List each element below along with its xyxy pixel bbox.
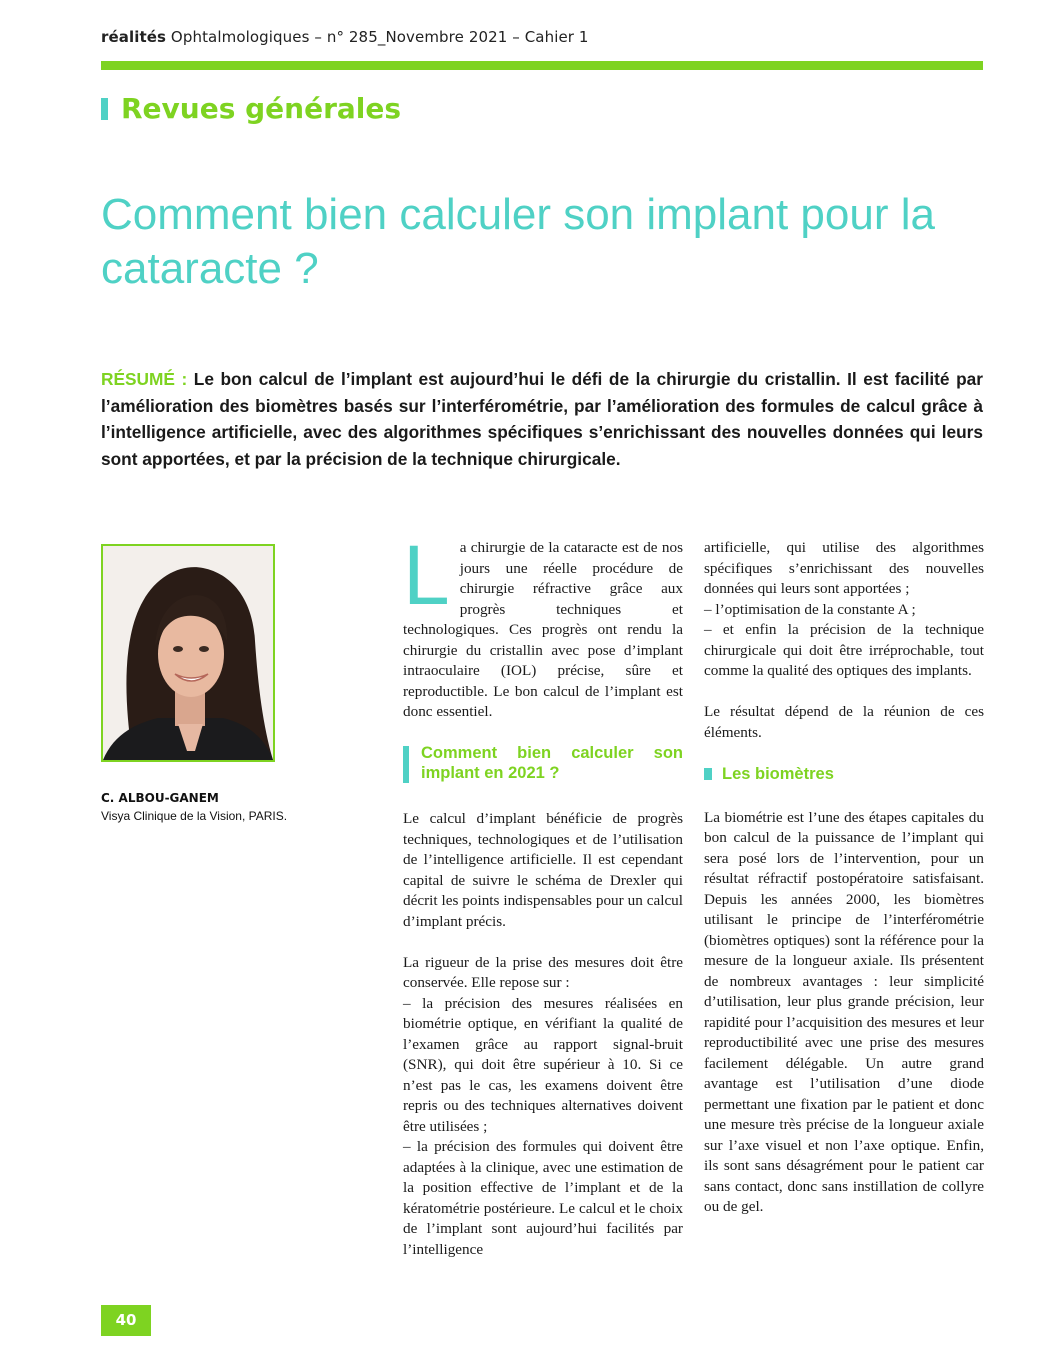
- running-header: [101, 28, 589, 46]
- paragraph-biometrie: La biométrie est l’une des étapes capitales du bon calcul de la puissance de l’implant qui sera posé lors de l’intervention, pour un résultat réfractif postopératoire satisfaisant. Depuis les années 2000, les biomètres utilisant le principe de l’interférométrie (biomètres optiques) sont la référence pour la mesure de la longueur axiale. Ils présentent de nombreux avantages : leur simplicité d’utilisation, leur plus grande précision, leur rapidité pour l’acquisition des mesures et leur reproductibilité avec une prise des mesures facilement délégable. Un autre grand avantage est l’utilisation d’une diode permettant une fixation par le patient et donc une mesure très précise de la longueur axiale sur l’axe visuel et non l’axe optique. Enfin, ils sont sans désagrément pour le patient car sans contact, donc sans instillation de collyre ou de gel.: [704, 808, 984, 1215]
- abstract-label: RÉSUMÉ :: [101, 369, 188, 389]
- subheading-marker: [704, 768, 712, 780]
- subheading-text: Comment bien calculer son implant en 2021 ?: [421, 744, 683, 782]
- intro-paragraph: [403, 528, 683, 723]
- subheading-biometres: [704, 764, 984, 784]
- line-ia: artificielle, qui utilise des algorithmes spécifiques s’enrichissant des nouvelles données qui leurs sont apportées ;: [704, 539, 984, 597]
- author-affiliation: Visya Clinique de la Vision, PARIS.: [101, 809, 288, 823]
- journal-issue: Ophtalmologiques – n° 285_Novembre 2021 – Cahier 1: [166, 28, 589, 46]
- paragraph-rigueur: [403, 953, 683, 1261]
- abstract-text: Le bon calcul de l’implant est aujourd’hui le défi de la chirurgie du cristallin. Il est facilité par l’amélioration des biomètres basés sur l’interférométrie, par l’amélioration des formules de calcul grâce à l’intelligence artificielle, avec des algorithmes spécifiques s’enrichissant des nouvelles données qui leurs sont apportées, et par la précision de la technique chirurgicale.: [101, 369, 983, 469]
- body-column-middle: [403, 528, 683, 1260]
- body-column-right: [704, 538, 984, 1218]
- intro-text: a chirurgie de la cataracte est de nos jours une réelle procédure de chirurgie réfractive grâce aux progrès techniques et technologiques. Ces progrès ont rendu la chirurgie du cristallin avec pose d’implant intraoculaire (IOL) précise, sûre et reproductible. Le bon calcul de l’implant est donc essentiel.: [403, 539, 683, 720]
- paragraph-ia-continued: [704, 538, 984, 682]
- subheading-text: Les biomètres: [722, 764, 834, 783]
- subheading-marker: [403, 746, 409, 783]
- paragraph-calcul: Le calcul d’implant bénéficie de progrès techniques, technologiques et de l’utilisation de l’intelligence artificielle. Il est cependant capital de suivre le schéma de Drexler qui décrit les points indispensables pour un calcul d’implant précis.: [403, 810, 683, 930]
- subheading-calcul-2021: [403, 743, 683, 783]
- page-number: 40: [101, 1305, 151, 1336]
- drop-cap: L: [403, 528, 450, 622]
- author-portrait-image: [103, 546, 273, 760]
- line-technique: – et enfin la précision de la technique chirurgicale qui doit être irréprochable, tout comme la qualité des optiques des implants.: [704, 621, 984, 679]
- author-name: C. ALBOU-GANEM: [101, 791, 219, 805]
- line-precision-mesures: – la précision des mesures réalisées en biométrie optique, en vérifiant la qualité de l’examen grâce au rapport signal-bruit (SNR), qui doit être supérieur à 10. Si ce n’est pas le cas, les examens doivent être repris ou des techniques alternatives doivent être utilisées ;: [403, 994, 683, 1135]
- line-rigueur-intro: La rigueur de la prise des mesures doit être conservée. Elle repose sur :: [403, 953, 683, 991]
- paragraph-resultat: Le résultat dépend de la réunion de ces éléments.: [704, 703, 984, 741]
- section-title: [101, 92, 401, 126]
- header-rule: [101, 61, 983, 70]
- journal-brand: réalités: [101, 28, 167, 46]
- article-title: Comment bien calculer son implant pour la cataracte ?: [101, 190, 935, 293]
- abstract: [101, 366, 983, 472]
- line-constante-a: – l’optimisation de la constante A ;: [704, 600, 916, 618]
- line-precision-formules: – la précision des formules qui doivent être adaptées à la clinique, avec une estimation de la position effective de l’implant et de la kératométrie postérieure. Le calcul et le choix de l’implant sont aujourd’hui facilités par l’intelligence: [403, 1138, 683, 1258]
- author-photo: [101, 544, 275, 762]
- section-title-text: Revues générales: [121, 92, 402, 125]
